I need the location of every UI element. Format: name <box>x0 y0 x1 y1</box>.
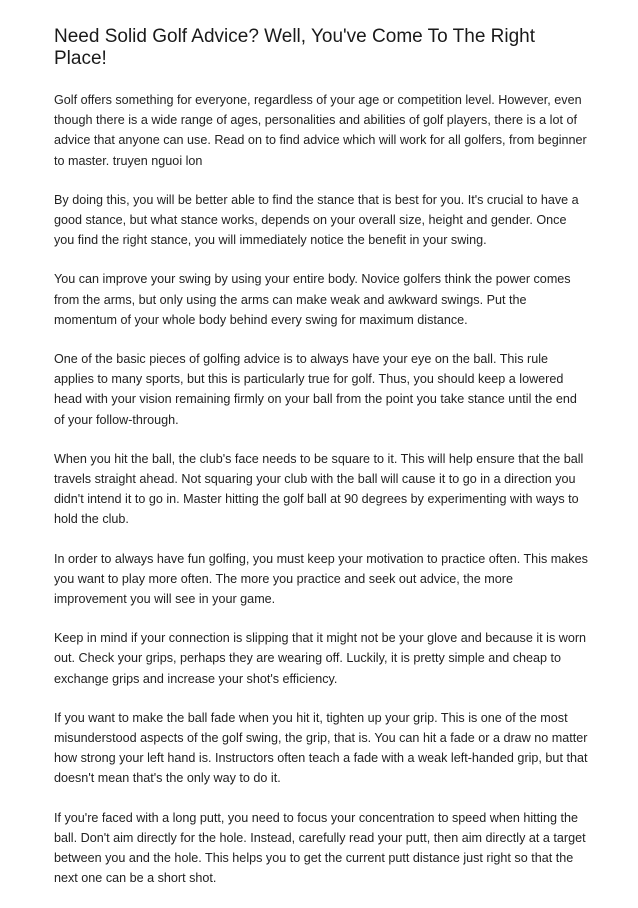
paragraph-9: If you're faced with a long putt, you need to focus your concentration to speed when hitting the ball. Don't aim directly for the hole. Instead, carefully read your putt, then aim directly at a target between you and the hole. This helps you to get the current putt distance just right so that the next one can be a short shot. <box>54 810 586 886</box>
inline-link[interactable]: truyen nguoi lon <box>112 153 203 168</box>
paragraph-4: One of the basic pieces of golfing advice is to always have your eye on the ball. This rule applies to many sports, but this is particularly true for golf. Thus, you should keep a lowered head with your vision remaining firmly on your ball from the point you take stance until the end of your follow-through. <box>54 352 577 427</box>
paragraph-text: Golf offers something for everyone, regardless of your age or competition level. However, even though there is a wide range of ages, personalities and abilities of golf players, there is a lot of advice that anyone can use. Read on to find advice which will work for all golfers, from beginner to master. <box>54 93 587 168</box>
page-title: Need Solid Golf Advice? Well, You've Come To The Right Place! <box>54 26 536 69</box>
paragraph-5: When you hit the ball, the club's face needs to be square to it. This will help ensure that the ball travels straight ahead. Not squaring your club with the ball will cause it to go in a direction you didn't intend it to go in. Master hitting the golf ball at 90 degrees by experimenting with ways to hold the club. <box>54 451 584 527</box>
paragraph-1 <box>54 90 589 171</box>
paragraph-6: In order to always have fun golfing, you must keep your motivation to practice often. This makes you want to play more often. The more you practice and seek out advice, the more improvement you will see in your game. <box>54 551 588 607</box>
paragraph-8: If you want to make the ball fade when you hit it, tighten up your grip. This is one of the most misunderstood aspects of the golf swing, the grip, that is. You can hit a fade or a draw no matter how strong your left hand is. Instructors often teach a fade with a weak left-handed grip, but that doesn't mean that's the only way to do it. <box>54 710 588 786</box>
paragraph-2: By doing this, you will be better able to find the stance that is best for you. It's crucial to have a good stance, but what stance works, depends on your overall size, height and gender. Once you find the right stance, you will immediately notice the benefit in your swing. <box>54 192 579 248</box>
paragraph-7: Keep in mind if your connection is slipping that it might not be your glove and because it is worn out. Check your grips, perhaps they are wearing off. Luckily, it is pretty simple and cheap to exchange grips and increase your shot's efficiency. <box>54 631 587 686</box>
paragraph-3: You can improve your swing by using your entire body. Novice golfers think the power comes from the arms, but only using the arms can make weak and awkward swings. Put the momentum of your whole body behind every swing for maximum distance. <box>54 272 571 327</box>
document-page <box>54 26 589 908</box>
